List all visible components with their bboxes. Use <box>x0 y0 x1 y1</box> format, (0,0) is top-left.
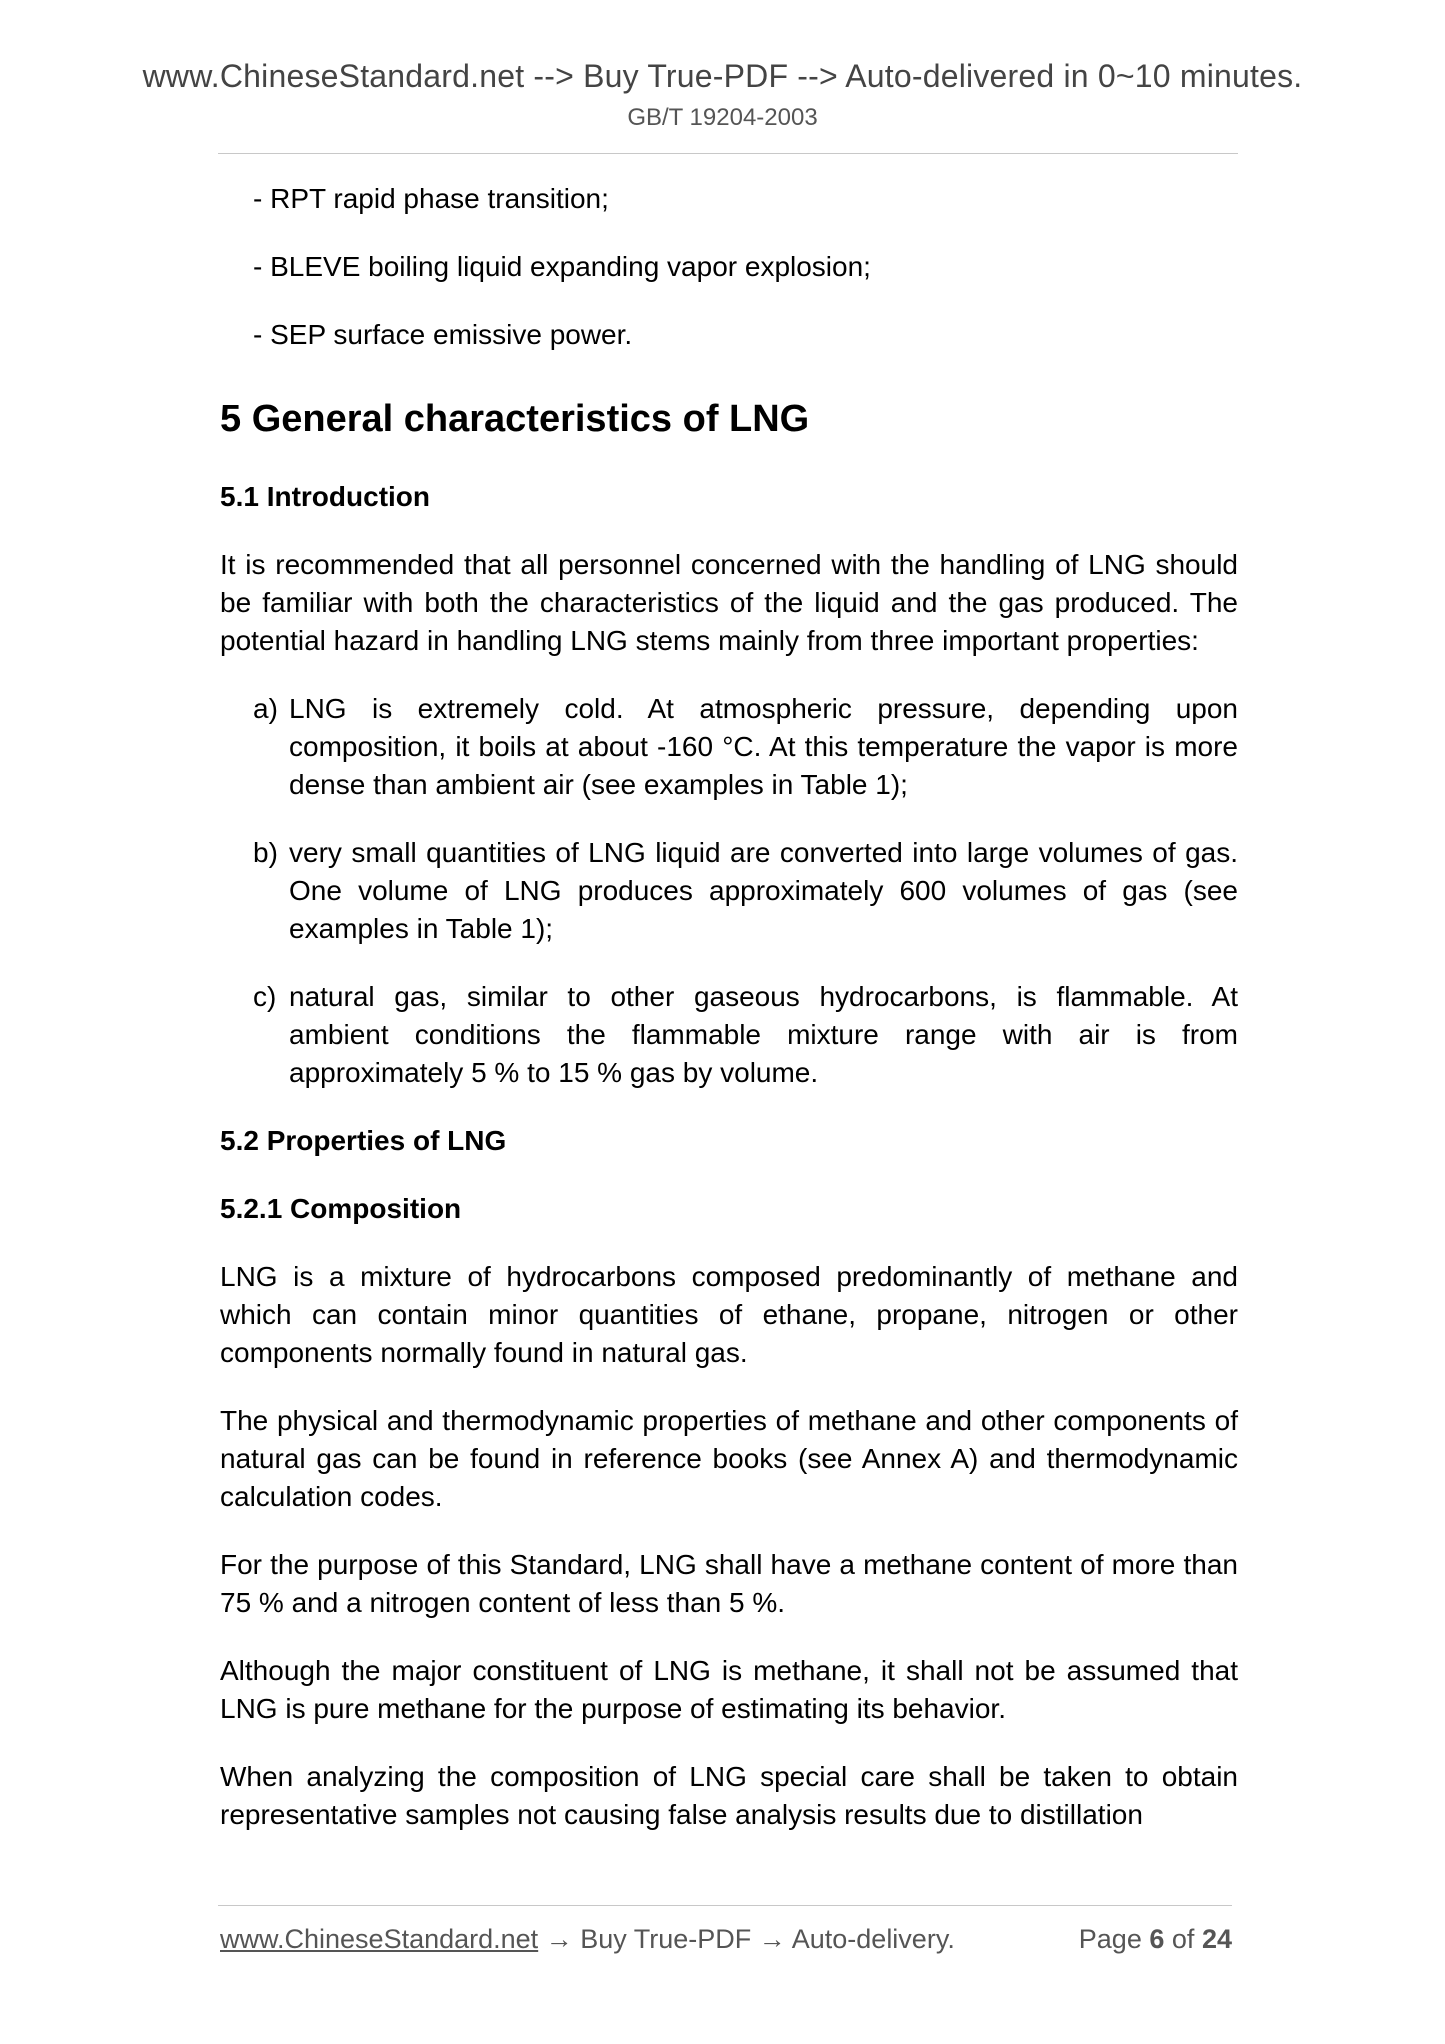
list-marker: a) <box>253 693 278 724</box>
subsubsection-heading: 5.2.1 Composition <box>220 1193 462 1224</box>
standard-id: GB/T 19204-2003 <box>627 104 818 131</box>
list-item <box>253 690 1238 804</box>
paragraph: The physical and thermodynamic properties of methane and other components of natural gas can be found in reference books (see Annex A) and thermodynamic calculation codes. <box>220 1405 1238 1512</box>
paragraph: It is recommended that all personnel concerned with the handling of LNG should be familiar with both the characteristics of the liquid and the gas produced. The potential hazard in handling LNG stems mainly from three important properties: <box>220 549 1238 656</box>
footer-link[interactable]: www.ChineseStandard.net <box>220 1924 539 1954</box>
list-item <box>253 834 1238 948</box>
page-indicator <box>1079 1924 1232 1955</box>
list-marker: c) <box>253 981 277 1012</box>
header-divider <box>218 153 1238 154</box>
paragraph: When analyzing the composition of LNG special care shall be taken to obtain representative samples not causing false analysis results due to distillation <box>220 1761 1238 1830</box>
paragraph: Although the major constituent of LNG is methane, it shall not be assumed that LNG is pure methane for the purpose of estimating its behavior. <box>220 1655 1238 1724</box>
footer <box>220 1924 1232 1955</box>
list-item <box>253 978 1238 1092</box>
footer-divider <box>218 1905 1232 1906</box>
list-text: LNG is extremely cold. At atmospheric pressure, depending upon composition, it boils at about -160 °C. At this temperature the vapor is more dense than ambient air (see examples in Table 1); <box>289 693 1238 800</box>
abbreviation-item: - RPT rapid phase transition; <box>253 183 609 214</box>
subsection-heading: 5.1 Introduction <box>220 481 430 512</box>
paragraph: For the purpose of this Standard, LNG shall have a methane content of more than 75 % and a nitrogen content of less than 5 %. <box>220 1549 1238 1618</box>
page-total: 24 <box>1201 1924 1232 1954</box>
document-body <box>220 180 1238 1864</box>
abbreviation-item: - BLEVE boiling liquid expanding vapor explosion; <box>253 251 871 282</box>
section-heading: 5 General characteristics of LNG <box>220 398 810 440</box>
of-label: of <box>1171 1924 1195 1954</box>
paragraph: LNG is a mixture of hydrocarbons composed predominantly of methane and which can contain minor quantities of ethane, propane, nitrogen or other components normally found in natural gas. <box>220 1261 1238 1368</box>
list-marker: b) <box>253 837 278 868</box>
footer-promo <box>220 1924 955 1955</box>
footer-tail: → Buy True-PDF → Auto-delivery. <box>538 1924 955 1954</box>
abbreviation-item: - SEP surface emissive power. <box>253 319 633 350</box>
page-label: Page <box>1078 1924 1142 1954</box>
abbreviation-list <box>220 180 1238 354</box>
header-banner: www.ChineseStandard.net --> Buy True-PDF --> Auto-delivered in 0~10 minutes. <box>142 58 1303 94</box>
page-number: 6 <box>1149 1924 1165 1954</box>
list-text: natural gas, similar to other gaseous hydrocarbons, is flammable. At ambient conditions the flammable mixture range with air is from approximately 5 % to 15 % gas by volume. <box>289 981 1238 1088</box>
list-text: very small quantities of LNG liquid are converted into large volumes of gas. One volume of LNG produces approximately 600 volumes of gas (see examples in Table 1); <box>289 837 1238 944</box>
subsection-heading: 5.2 Properties of LNG <box>220 1125 507 1156</box>
